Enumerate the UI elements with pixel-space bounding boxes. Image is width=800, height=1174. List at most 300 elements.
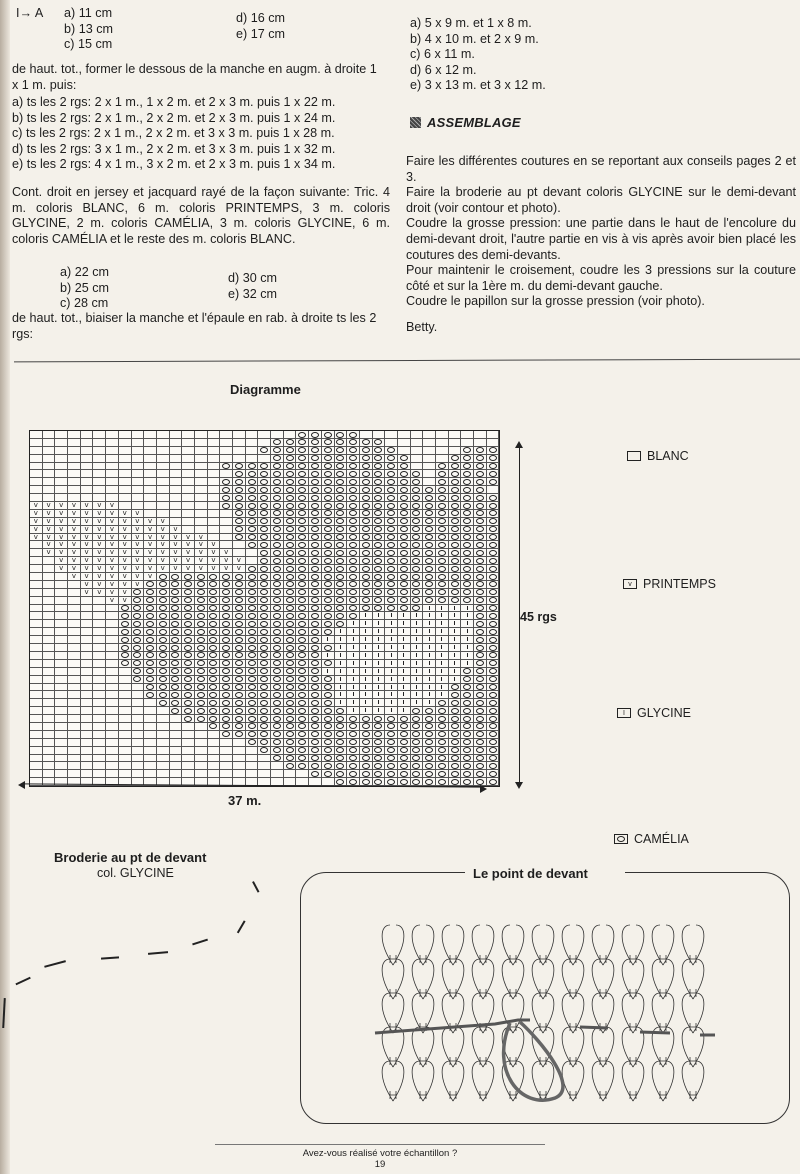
chart-cell	[182, 439, 195, 447]
chart-cell	[423, 439, 436, 447]
chart-cell	[296, 612, 309, 620]
chart-cell	[195, 447, 208, 455]
chart-cell	[487, 668, 500, 676]
chart-cell	[423, 447, 436, 455]
chart-cell	[246, 660, 259, 668]
chart-cell	[461, 652, 474, 660]
chart-cell	[132, 660, 145, 668]
chart-cell	[449, 439, 462, 447]
chart-cell	[284, 715, 297, 723]
chart-cell	[55, 636, 68, 644]
chart-cell	[132, 691, 145, 699]
chart-cell	[284, 707, 297, 715]
chart-cell	[55, 731, 68, 739]
chart-cell	[373, 431, 386, 439]
chart-cell	[309, 770, 322, 778]
chart-cell	[296, 463, 309, 471]
chart-cell	[398, 463, 411, 471]
chart-cell	[322, 660, 335, 668]
chart-cell	[182, 478, 195, 486]
chart-cell	[93, 431, 106, 439]
chart-cell	[423, 565, 436, 573]
chart-cell	[81, 660, 94, 668]
chart-cell	[373, 699, 386, 707]
chart-cell	[246, 699, 259, 707]
chart-cell	[93, 770, 106, 778]
chart-cell	[423, 676, 436, 684]
chart-cell	[246, 762, 259, 770]
chart-cell	[144, 447, 157, 455]
chart-cell	[246, 605, 259, 613]
chart-cell	[284, 755, 297, 763]
chart-cell	[335, 518, 348, 526]
chart-cell	[385, 676, 398, 684]
chart-cell	[220, 565, 233, 573]
chart-cell	[258, 676, 271, 684]
chart-cell	[423, 470, 436, 478]
chart-cell	[385, 541, 398, 549]
chart-cell	[271, 739, 284, 747]
sizes-list-3b	[228, 271, 277, 302]
chart-cell	[284, 494, 297, 502]
chart-cell	[132, 447, 145, 455]
chart-cell	[30, 589, 43, 597]
chart-cell	[81, 747, 94, 755]
chart-cell	[208, 668, 221, 676]
chart-cell	[347, 463, 360, 471]
chart-cell	[461, 439, 474, 447]
chart-cell	[461, 502, 474, 510]
chart-cell	[423, 636, 436, 644]
chart-cell	[68, 628, 81, 636]
chart-cell	[360, 628, 373, 636]
chart-cell	[170, 494, 183, 502]
chart-cell	[144, 770, 157, 778]
chart-cell	[423, 620, 436, 628]
chart-cell	[43, 676, 56, 684]
chart-cell	[373, 541, 386, 549]
chart-cell	[144, 620, 157, 628]
chart-cell	[461, 494, 474, 502]
chart-cell	[157, 755, 170, 763]
chart-cell	[449, 612, 462, 620]
chart-cell	[284, 510, 297, 518]
chart-cell	[258, 770, 271, 778]
chart-cell	[220, 676, 233, 684]
chart-cell	[474, 723, 487, 731]
chart-cell	[43, 439, 56, 447]
chart-cell	[309, 478, 322, 486]
chart-cell	[423, 597, 436, 605]
chart-cell	[335, 541, 348, 549]
chart-cell	[30, 581, 43, 589]
chart-cell	[474, 636, 487, 644]
chart-cell	[335, 510, 348, 518]
chart-cell	[81, 447, 94, 455]
chart-cell	[220, 715, 233, 723]
chart-cell	[246, 676, 259, 684]
chart-cell	[220, 597, 233, 605]
chart-cell	[119, 739, 132, 747]
chart-cell	[360, 431, 373, 439]
chart-cell	[43, 455, 56, 463]
chart-cell	[195, 612, 208, 620]
chart-cell	[246, 486, 259, 494]
chart-cell	[30, 739, 43, 747]
chart-cell	[449, 605, 462, 613]
chart-cell	[246, 439, 259, 447]
chart-cell	[322, 581, 335, 589]
chart-cell	[474, 431, 487, 439]
chart-cell	[373, 612, 386, 620]
chart-cell	[170, 762, 183, 770]
chart-cell	[360, 755, 373, 763]
chart-cell	[360, 518, 373, 526]
chart-cell	[246, 526, 259, 534]
chart-cell	[373, 731, 386, 739]
chart-cell	[30, 731, 43, 739]
chart-cell	[68, 715, 81, 723]
chart-cell	[68, 605, 81, 613]
chart-cell	[347, 684, 360, 692]
chart-cell	[284, 549, 297, 557]
chart-cell	[258, 447, 271, 455]
chart-cell	[398, 597, 411, 605]
chart-cell	[335, 684, 348, 692]
chart-cell	[296, 699, 309, 707]
chart-cell	[461, 486, 474, 494]
chart-cell	[170, 605, 183, 613]
chart-cell	[309, 526, 322, 534]
chart-cell	[119, 447, 132, 455]
chart-cell	[220, 755, 233, 763]
chart-cell	[373, 644, 386, 652]
chart-cell	[106, 478, 119, 486]
chart-cell	[106, 755, 119, 763]
chart-cell	[93, 731, 106, 739]
chart-cell	[398, 447, 411, 455]
chart-cell	[106, 605, 119, 613]
chart-cell	[411, 644, 424, 652]
chart-cell	[322, 699, 335, 707]
chart-cell	[170, 707, 183, 715]
chart-cell	[398, 431, 411, 439]
chart-cell	[246, 668, 259, 676]
chart-cell	[487, 605, 500, 613]
chart-cell	[81, 755, 94, 763]
chart-cell	[474, 463, 487, 471]
chart-cell	[385, 699, 398, 707]
chart-cell	[423, 778, 436, 786]
chart-cell	[157, 731, 170, 739]
chart-cell	[474, 628, 487, 636]
chart-cell	[398, 470, 411, 478]
chart-cell	[449, 518, 462, 526]
chart-cell	[398, 739, 411, 747]
chart-cell	[43, 778, 56, 786]
chart-cell	[30, 707, 43, 715]
chart-cell	[284, 455, 297, 463]
chart-cell	[170, 676, 183, 684]
chart-cell	[487, 478, 500, 486]
chart-cell	[373, 668, 386, 676]
chart-cell	[449, 762, 462, 770]
chart-cell	[335, 534, 348, 542]
chart-cell	[449, 755, 462, 763]
chart-cell	[385, 463, 398, 471]
chart-cell	[474, 731, 487, 739]
chart-cell	[132, 636, 145, 644]
chart-cell	[55, 431, 68, 439]
chart-cell	[322, 605, 335, 613]
size-b: b) 25 cm	[60, 280, 109, 295]
chart-cell	[461, 612, 474, 620]
legend-label: GLYCINE	[637, 706, 691, 720]
chart-cell	[220, 723, 233, 731]
legend-label: BLANC	[647, 449, 689, 463]
chart-cell	[461, 715, 474, 723]
chart-cell	[474, 534, 487, 542]
chart-cell	[68, 668, 81, 676]
chart-cell	[195, 455, 208, 463]
decrease-item-c: c) 6 x 11 m.	[410, 47, 475, 62]
chart-cell	[81, 691, 94, 699]
chart-cell	[373, 581, 386, 589]
chart-cell	[309, 534, 322, 542]
increase-item-c: c) ts les 2 rgs: 2 x 1 m., 2 x 2 m. et 3 x 3 m. puis 1 x 28 m.	[12, 126, 335, 141]
chart-cell	[208, 652, 221, 660]
chart-cell	[119, 755, 132, 763]
chart-cell	[449, 660, 462, 668]
chart-cell	[43, 597, 56, 605]
chart-cell	[271, 510, 284, 518]
chart-cell	[106, 431, 119, 439]
chart-cell	[246, 470, 259, 478]
chart-cell	[233, 715, 246, 723]
chart-cell	[398, 778, 411, 786]
size-d: d) 30 cm	[228, 271, 277, 285]
chart-cell	[68, 470, 81, 478]
chart-cell	[106, 628, 119, 636]
chart-cell	[487, 707, 500, 715]
chart-cell	[195, 518, 208, 526]
chart-cell	[296, 762, 309, 770]
chart-cell	[258, 494, 271, 502]
chart-cell	[423, 541, 436, 549]
chart-cell	[119, 628, 132, 636]
chart-cell	[284, 597, 297, 605]
chart-cell	[373, 470, 386, 478]
chart-cell	[309, 668, 322, 676]
chart-cell	[144, 676, 157, 684]
chart-cell	[335, 486, 348, 494]
chart-cell	[461, 684, 474, 692]
chart-cell	[398, 762, 411, 770]
legend-label: PRINTEMPS	[643, 577, 716, 591]
chart-cell	[258, 707, 271, 715]
chart-cell	[233, 541, 246, 549]
chart-cell	[449, 541, 462, 549]
chart-cell	[271, 644, 284, 652]
chart-cell	[347, 723, 360, 731]
chart-cell	[182, 715, 195, 723]
chart-cell	[436, 557, 449, 565]
chart-cell	[68, 684, 81, 692]
chart-cell	[81, 463, 94, 471]
chart-cell	[55, 707, 68, 715]
chart-cell	[411, 660, 424, 668]
chart-cell	[347, 565, 360, 573]
chart-cell	[309, 762, 322, 770]
chart-cell	[30, 715, 43, 723]
footer-question: Avez-vous réalisé votre échantillon ?	[302, 1148, 458, 1159]
chart-cell	[322, 470, 335, 478]
chart-cell	[360, 447, 373, 455]
chart-cell	[182, 612, 195, 620]
chart-cell	[423, 747, 436, 755]
chart-cell	[461, 723, 474, 731]
chart-cell	[220, 478, 233, 486]
chart-cell	[81, 731, 94, 739]
chart-cell	[30, 573, 43, 581]
chart-cell	[208, 510, 221, 518]
chart-cell	[258, 455, 271, 463]
chart-cell	[132, 684, 145, 692]
chart-cell	[398, 620, 411, 628]
chart-cell	[55, 620, 68, 628]
chart-cell	[296, 644, 309, 652]
chart-cell	[284, 478, 297, 486]
chart-cell	[373, 439, 386, 447]
chart-cell	[309, 431, 322, 439]
chart-cell	[423, 502, 436, 510]
chart-cell	[220, 447, 233, 455]
chart-cell	[271, 470, 284, 478]
chart-cell	[258, 660, 271, 668]
chart-cell	[284, 565, 297, 573]
chart-cell	[170, 470, 183, 478]
width-label: 37 m.	[228, 793, 262, 808]
chart-cell	[106, 470, 119, 478]
chart-cell	[385, 707, 398, 715]
chart-cell	[182, 431, 195, 439]
chart-cell	[195, 494, 208, 502]
chart-cell	[157, 770, 170, 778]
chart-cell	[81, 455, 94, 463]
chart-cell	[182, 676, 195, 684]
chart-cell	[322, 565, 335, 573]
chart-cell	[271, 605, 284, 613]
chart-cell	[347, 762, 360, 770]
chart-cell	[296, 723, 309, 731]
chart-cell	[81, 668, 94, 676]
chart-cell	[487, 691, 500, 699]
chart-cell	[411, 439, 424, 447]
chart-cell	[233, 581, 246, 589]
chart-cell	[233, 526, 246, 534]
chart-cell	[30, 770, 43, 778]
chart-cell	[360, 739, 373, 747]
chart-cell	[461, 431, 474, 439]
chart-cell	[55, 612, 68, 620]
chart-cell	[398, 747, 411, 755]
chart-cell	[132, 589, 145, 597]
chart-cell	[449, 557, 462, 565]
chart-cell	[106, 620, 119, 628]
chart-cell	[182, 668, 195, 676]
chart-cell	[411, 463, 424, 471]
chart-cell	[322, 439, 335, 447]
chart-cell	[461, 455, 474, 463]
chart-cell	[258, 755, 271, 763]
chart-cell	[30, 620, 43, 628]
chart-cell	[461, 620, 474, 628]
chart-cell	[449, 573, 462, 581]
chart-cell	[182, 636, 195, 644]
chart-cell	[423, 510, 436, 518]
chart-cell	[119, 620, 132, 628]
chart-cell	[220, 534, 233, 542]
chart-cell	[43, 557, 56, 565]
chart-cell	[436, 597, 449, 605]
chart-cell	[68, 707, 81, 715]
chart-cell	[208, 502, 221, 510]
chart-cell	[220, 455, 233, 463]
chart-cell	[195, 463, 208, 471]
chart-cell	[284, 518, 297, 526]
chart-cell	[373, 573, 386, 581]
chart-cell	[93, 620, 106, 628]
chart-cell	[208, 463, 221, 471]
chart-cell	[144, 762, 157, 770]
chart-cell	[208, 715, 221, 723]
chart-cell	[411, 762, 424, 770]
chart-cell	[43, 715, 56, 723]
chart-cell	[182, 565, 195, 573]
chart-cell	[347, 581, 360, 589]
chart-cell	[487, 518, 500, 526]
chart-cell	[373, 534, 386, 542]
chart-cell	[208, 762, 221, 770]
chart-cell	[360, 605, 373, 613]
chart-cell	[449, 652, 462, 660]
chart-cell	[373, 715, 386, 723]
chart-cell	[461, 747, 474, 755]
chart-cell	[487, 502, 500, 510]
chart-cell	[81, 589, 94, 597]
chart-cell	[93, 652, 106, 660]
chart-cell	[411, 612, 424, 620]
chart-cell	[322, 707, 335, 715]
chart-cell	[233, 652, 246, 660]
chart-cell	[411, 676, 424, 684]
chart-cell	[246, 549, 259, 557]
chart-cell	[322, 620, 335, 628]
chart-cell	[81, 470, 94, 478]
chart-cell	[461, 597, 474, 605]
chart-cell	[43, 652, 56, 660]
chart-cell	[296, 526, 309, 534]
chart-cell	[296, 534, 309, 542]
chart-cell	[309, 589, 322, 597]
chart-cell	[436, 494, 449, 502]
chart-cell	[271, 755, 284, 763]
chart-cell	[411, 770, 424, 778]
chart-cell	[157, 502, 170, 510]
chart-cell	[449, 447, 462, 455]
chart-cell	[195, 762, 208, 770]
chart-cell	[157, 486, 170, 494]
